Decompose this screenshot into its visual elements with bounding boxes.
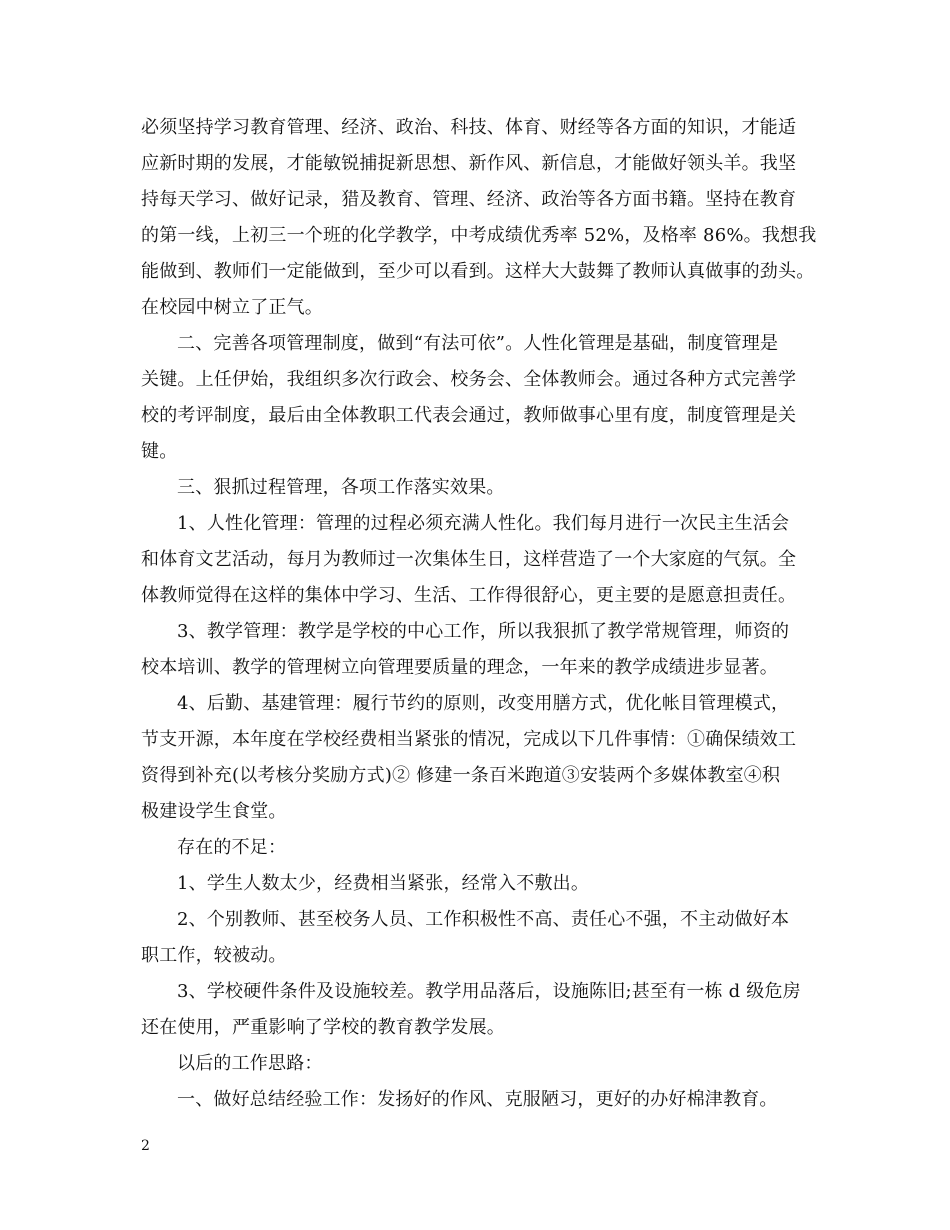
text-line: 必须坚持学习教育管理、经济、政治、科技、体育、财经等各方面的知识，才能适: [141, 117, 797, 138]
paragraph-start-line: 二、完善各项管理制度，做到“有法可依”。人性化管理是基础，制度管理是: [177, 333, 779, 354]
text-line: 极建设学生食堂。: [141, 801, 287, 822]
text-line: 节支开源，本年度在学校经费相当紧张的情况，完成以下几件事情：①确保绩效工: [141, 729, 797, 750]
text-line: 校的考评制度，最后由全体教职工代表会通过，教师做事心里有度，制度管理是关: [141, 405, 797, 426]
text-line: 职工作，较被动。: [141, 945, 287, 966]
section-heading: 三、狠抓过程管理，各项工作落实效果。: [177, 477, 505, 498]
text-line: 关键。上任伊始，我组织多次行政会、校务会、全体教师会。通过各种方式完善学: [141, 369, 797, 390]
text-line: 还在使用，严重影响了学校的教育教学发展。: [141, 1017, 505, 1038]
text-line: 资得到补充(以考核分奖励方式)② 修建一条百米跑道③安装两个多媒体教室④积: [141, 765, 781, 786]
text-line: 能做到、教师们一定能做到，至少可以看到。这样大大鼓舞了教师认真做事的劲头。: [141, 261, 815, 282]
list-item: 一、做好总结经验工作：发扬好的作风、克服陋习，更好的办好棉津教育。: [177, 1089, 778, 1110]
section-heading: 存在的不足：: [177, 837, 287, 858]
paragraph-start-line: 3、教学管理：教学是学校的中心工作，所以我狠抓了教学常规管理，师资的: [177, 621, 790, 642]
section-heading: 以后的工作思路：: [177, 1053, 323, 1074]
paragraph-start-line: 4、后勤、基建管理：履行节约的原则，改变用膳方式，优化帐目管理模式，: [177, 693, 790, 714]
list-item: 1、学生人数太少，经费相当紧张，经常入不敷出。: [177, 873, 590, 894]
paragraph-start-line: 1、人性化管理：管理的过程必须充满人性化。我们每月进行一次民主生活会: [177, 513, 790, 534]
text-line: 应新时期的发展，才能敏锐捕捉新思想、新作风、新信息，才能做好领头羊。我坚: [141, 153, 797, 174]
list-item: 3、学校硬件条件及设施较差。教学用品落后，设施陈旧;甚至有一栋 d 级危房: [177, 981, 801, 1002]
text-line: 持每天学习、做好记录，猎及教育、管理、经济、政治等各方面书籍。坚持在教育: [141, 189, 797, 210]
text-line: 键。: [141, 441, 178, 462]
text-line: 的第一线，上初三一个班的化学教学，中考成绩优秀率 52%，及格率 86%。我想我: [141, 225, 817, 246]
text-line: 体教师觉得在这样的集体中学习、生活、工作得很舒心，更主要的是愿意担责任。: [141, 585, 797, 606]
text-line: 和体育文艺活动，每月为教师过一次集体生日，这样营造了一个大家庭的气氛。全: [141, 549, 797, 570]
text-line: 校本培训、教学的管理树立向管理要质量的理念，一年来的教学成绩进步显著。: [141, 657, 778, 678]
page-number: 2: [141, 1138, 150, 1154]
text-line: 在校园中树立了正气。: [141, 297, 323, 318]
list-item: 2、个别教师、甚至校务人员、工作积极性不高、责任心不强，不主动做好本: [177, 909, 790, 930]
